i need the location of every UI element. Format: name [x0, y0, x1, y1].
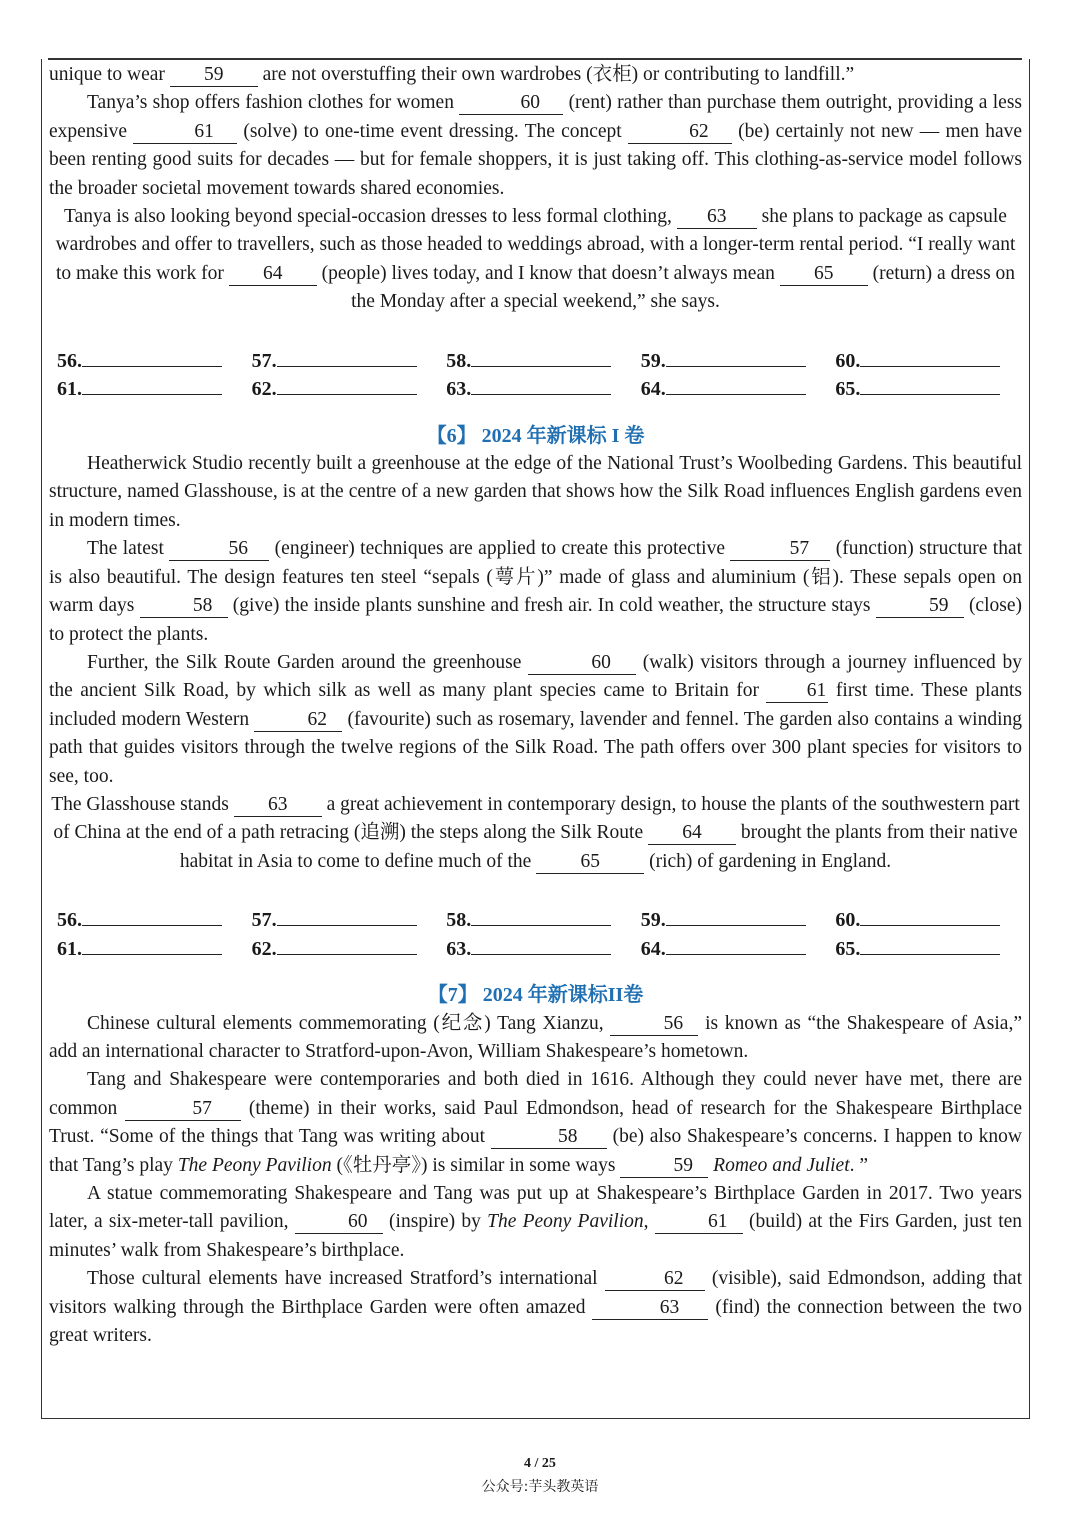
s6-blank-61[interactable]: 61: [766, 680, 828, 703]
answer-65[interactable]: 65.: [835, 375, 1030, 404]
answer-61[interactable]: 61.: [57, 375, 252, 404]
answer-64[interactable]: 64.: [641, 935, 836, 964]
answer-56[interactable]: 56.: [57, 347, 252, 376]
answer-59[interactable]: 59.: [641, 347, 836, 376]
s6-blank-64[interactable]: 64: [648, 822, 736, 845]
answer-grid-5: [57, 347, 1022, 404]
section6-para2: The latest 56 (engineer) techniques are applied to create this protective 57 (function) structure that is also beautiful. The design features ten steel “sepals (萼片)” made of glass and aluminium (铝). These sepals open on warm days 58 (give) the inside plants sunshine and fresh air. In cold weather, the structure stays 59 (close) to protect the plants.: [49, 538, 1023, 645]
section7-para1: Chinese cultural elements commemorating (纪念) Tang Xianzu, 56 is known as “the Shakespeare of Asia,” add an international character to Stratford-upon-Avon, William Shakespeare’s hometown.: [49, 1012, 1022, 1062]
section7-para3: A statue commemorating Shakespeare and Tang was put up at Shakespeare’s Birthplace Garden in 2017. Two years later, a six-meter-tall pavilion, 60 (inspire) by The Peony Pavilion, 61 (build) at the Firs Garden, just ten minutes’ walk from Shakespeare’s birthplace.: [49, 1183, 1023, 1261]
blank-60[interactable]: 60: [459, 92, 563, 115]
s7-blank-57[interactable]: 57: [125, 1098, 241, 1121]
answer-56[interactable]: 56.: [57, 906, 252, 935]
s7-blank-63[interactable]: 63: [592, 1297, 708, 1320]
s7-blank-58[interactable]: 58: [491, 1126, 607, 1149]
answer-62[interactable]: 62.: [252, 375, 447, 404]
s6-blank-65[interactable]: 65: [536, 851, 644, 874]
answer-65[interactable]: 65.: [835, 935, 1030, 964]
footer-source: 公众号:芋头教英语: [481, 1479, 599, 1495]
section7-para4: Those cultural elements have increased Stratford’s international 62 (visible), said Edmondson, adding that visitors walking through the Birthplace Garden were often amazed 63 (find) the connection between the two great writers.: [49, 1268, 1023, 1347]
s7-blank-62[interactable]: 62: [605, 1268, 705, 1291]
answer-58[interactable]: 58.: [446, 347, 641, 376]
section6-para1: Heatherwick Studio recently built a greenhouse at the edge of the National Trust’s Woolbeding Gardens. This beautiful structure, named Glasshouse, is at the centre of a new garden that shows how the Silk Road influences English gardens even in modern times.: [49, 453, 1022, 531]
blank-64[interactable]: 64: [229, 263, 317, 286]
s7-blank-60[interactable]: 60: [295, 1211, 383, 1234]
answer-62[interactable]: 62.: [252, 935, 447, 964]
page-number: 4 / 25: [524, 1456, 556, 1471]
s6-blank-58[interactable]: 58: [140, 595, 228, 618]
section6-para4: The Glasshouse stands 63 a great achievement in contemporary design, to house the plants of the southwestern part of China at the end of a path retracing (追溯) the steps along the Silk Route 64 brought the plants from their native habitat in Asia to come to define much of the 65 (rich) of gardening in England.: [51, 793, 1020, 872]
answer-59[interactable]: 59.: [641, 906, 836, 935]
blank-63[interactable]: 63: [677, 206, 757, 229]
passage5-line1: unique to wear 59 are not overstuffing their own wardrobes (衣柜) or contributing to landfill.”: [49, 64, 855, 85]
answer-61[interactable]: 61.: [57, 935, 252, 964]
answer-57[interactable]: 57.: [252, 347, 447, 376]
page-content: [49, 61, 1022, 1350]
blank-59[interactable]: 59: [170, 64, 258, 87]
section6-title: 【6】 2024 年新课标 I 卷: [426, 424, 645, 447]
answer-58[interactable]: 58.: [446, 906, 641, 935]
s7-blank-59[interactable]: 59: [620, 1155, 708, 1178]
blank-65[interactable]: 65: [780, 263, 868, 286]
s6-blank-63[interactable]: 63: [234, 794, 322, 817]
answer-60[interactable]: 60.: [835, 347, 1030, 376]
answer-60[interactable]: 60.: [835, 906, 1030, 935]
s6-blank-56[interactable]: 56: [169, 538, 269, 561]
answer-63[interactable]: 63.: [446, 935, 641, 964]
passage5-para3: Tanya is also looking beyond special-occasion dresses to less formal clothing, 63 she plans to package as capsule wardrobes and offer to travellers, such as those headed to weddings abroad, with a longer-term rental period. “I really want to make this work for 64 (people) lives today, and I know that doesn’t always mean 65 (return) a dress on the Monday after a special weekend,” she says.: [55, 206, 1016, 313]
blank-61[interactable]: 61: [133, 121, 237, 144]
s6-blank-60[interactable]: 60: [528, 652, 636, 675]
answer-64[interactable]: 64.: [641, 375, 836, 404]
answer-57[interactable]: 57.: [252, 906, 447, 935]
passage5-para2: Tanya’s shop offers fashion clothes for women 60 (rent) rather than purchase them outright, providing a less expensive 61 (solve) to one-time event dressing. The concept 62 (be) certainly not new — men have been renting good suits for decades — but for female shoppers, it is just taking off. This clothing-as-service model follows the broader societal movement towards shared economies.: [49, 92, 1023, 199]
section7-para2: Tang and Shakespeare were contemporaries and both died in 1616. Although they could never have met, there are common 57 (theme) in their works, said Paul Edmondson, head of research for the Shakespeare Birthplace Trust. “Some of the things that Tang was writing about 58 (be) also Shakespeare’s concerns. I happen to know that Tang’s play The Peony Pavilion (《牡丹亭》) is similar in some ways 59 Romeo and Juliet. ”: [49, 1069, 1022, 1176]
s6-blank-62[interactable]: 62: [254, 709, 342, 732]
s6-blank-57[interactable]: 57: [730, 538, 830, 561]
s7-blank-61[interactable]: 61: [655, 1211, 743, 1234]
blank-62[interactable]: 62: [628, 121, 732, 144]
answer-63[interactable]: 63.: [446, 375, 641, 404]
answer-grid-6: [57, 906, 1022, 963]
s7-blank-56[interactable]: 56: [610, 1013, 698, 1036]
s6-blank-59[interactable]: 59: [876, 595, 964, 618]
section7-title: 【7】 2024 年新课标II卷: [427, 984, 644, 1007]
section6-para3: Further, the Silk Route Garden around the greenhouse 60 (walk) visitors through a journey influenced by the ancient Silk Road, by which silk as well as many plant species came to Britain for 61 first time. These plants included modern Western 62 (favourite) such as rosemary, lavender and fennel. The garden also contains a winding path that guides visitors through the twelve regions of the Silk Road. The path offers over 300 plant species for visitors to see, too.: [49, 651, 1023, 787]
